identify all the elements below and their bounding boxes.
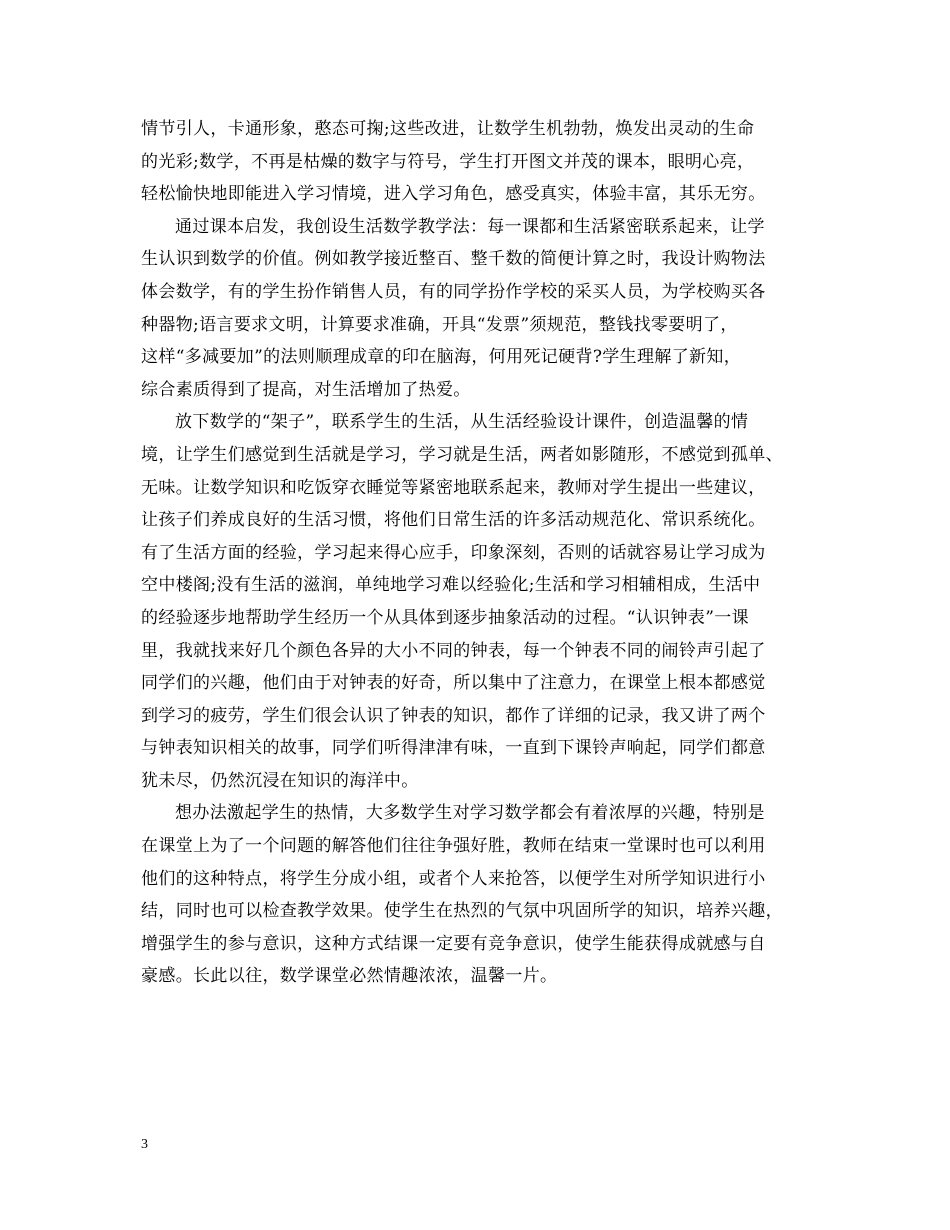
text-line: 境，让学生们感觉到生活就是学习，学习就是生活，两者如影随形，不感觉到孤单、 <box>141 444 783 465</box>
paragraph-first-line: 通过课本启发，我创设生活数学教学法：每一课都和生活紧密联系起来，让学 <box>175 216 765 237</box>
text-line: 犹未尽，仍然沉浸在知识的海洋中。 <box>141 770 419 791</box>
text-line: 综合素质得到了提高，对生活增加了热爱。 <box>141 379 471 400</box>
text-line: 到学习的疲劳，学生们很会认识了钟表的知识，都作了详细的记录，我又讲了两个 <box>141 705 766 726</box>
text-line: 生认识到数学的价值。例如教学接近整百、整千数的简便计算之时，我设计购物法 <box>141 249 766 270</box>
text-line: 增强学生的参与意识，这种方式结课一定要有竞争意识，使学生能获得成就感与自 <box>141 933 766 954</box>
text-line: 无味。让数学知识和吃饭穿衣睡觉等紧密地联系起来，教师对学生提出一些建议， <box>141 477 766 498</box>
text-line: 与钟表知识相关的故事，同学们听得津津有味，一直到下课铃声响起，同学们都意 <box>141 738 766 759</box>
text-line: 同学们的兴趣，他们由于对钟表的好奇，所以集中了注意力，在课堂上根本都感觉 <box>141 673 766 694</box>
text-line: 体会数学，有的学生扮作销售人员，有的同学扮作学校的采买人员，为学校购买各 <box>141 281 766 302</box>
body-text <box>141 113 813 993</box>
page-number: 3 <box>141 1137 148 1152</box>
paragraph-first-line: 想办法激起学生的热情，大多数学生对学习数学都会有着浓厚的兴趣，特别是 <box>175 803 765 824</box>
text-line: 让孩子们养成良好的生活习惯，将他们日常生活的许多活动规范化、常识系统化。 <box>141 510 766 531</box>
text-line: 种器物;语言要求文明，计算要求准确，开具“发票”须规范，整钱找零要明了， <box>141 314 738 335</box>
text-line: 这样“多减要加”的法则顺理成章的印在脑海，何用死记硬背?学生理解了新知， <box>141 347 742 368</box>
text-line: 在课堂上为了一个问题的解答他们往往争强好胜，教师在结束一堂课时也可以利用 <box>141 836 766 857</box>
text-line: 轻松愉快地即能进入学习情境，进入学习角色，感受真实，体验丰富，其乐无穷。 <box>141 184 766 205</box>
text-line: 里，我就找来好几个颜色各异的大小不同的钟表，每一个钟表不同的闹铃声引起了 <box>141 640 766 661</box>
text-line: 空中楼阁;没有生活的滋润，单纯地学习难以经验化;生活和学习相辅相成，生活中 <box>141 575 761 596</box>
paragraph-first-line: 放下数学的“架子”，联系学生的生活，从生活经验设计课件，创造温馨的情 <box>175 412 749 433</box>
text-line: 情节引人，卡通形象，憨态可掬;这些改进，让数学生机勃勃，焕发出灵动的生命 <box>141 119 755 139</box>
text-line: 的经验逐步地帮助学生经历一个从具体到逐步抽象活动的过程。“认识钟表”一课 <box>141 607 749 628</box>
text-line: 结，同时也可以检查教学效果。使学生在热烈的气氛中巩固所学的知识，培养兴趣， <box>141 901 783 922</box>
text-line: 他们的这种特点，将学生分成小组，或者个人来抢答，以便学生对所学知识进行小 <box>141 868 766 889</box>
text-line: 的光彩;数学，不再是枯燥的数字与符号，学生打开图文并茂的课本，眼明心亮， <box>141 151 755 172</box>
text-line: 有了生活方面的经验，学习起来得心应手，印象深刻，否则的话就容易让学习成为 <box>141 542 766 563</box>
text-line: 豪感。长此以往，数学课堂必然情趣浓浓，温馨一片。 <box>141 966 558 987</box>
